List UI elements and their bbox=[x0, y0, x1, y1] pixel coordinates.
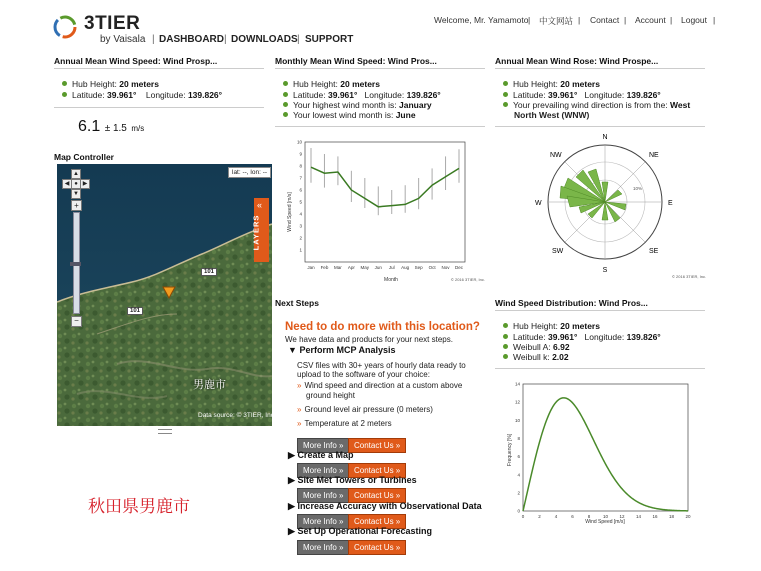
monthly-y-tick: 4 bbox=[299, 211, 302, 217]
dir-ne: NE bbox=[649, 152, 659, 159]
hub-height-row: Hub Height: 20 meters bbox=[62, 79, 159, 89]
increase-accuracy-item[interactable]: ▶ Increase Accuracy with Observational Data bbox=[288, 501, 482, 511]
dist-x-label: Wind Speed [m/s] bbox=[585, 519, 625, 525]
dist-y-tick: 2 bbox=[517, 490, 520, 496]
nav-divider: | bbox=[297, 34, 300, 45]
hub-height-row: Hub Height: 20 meters bbox=[283, 79, 380, 89]
monthly-y-label: Wind Speed [m/s] bbox=[287, 192, 293, 232]
contact-us-button[interactable]: Contact Us » bbox=[348, 514, 406, 529]
mcp-desc-line2: upload to the software of your choice: bbox=[297, 370, 430, 379]
mcp-bullet: » Temperature at 2 meters bbox=[297, 419, 392, 428]
monthly-y-tick: 8 bbox=[299, 163, 302, 169]
dist-y-label: Frequency [%] bbox=[507, 433, 513, 467]
monthly-y-tick: 6 bbox=[299, 187, 302, 193]
mcp-bullet-cont: ground height bbox=[306, 391, 355, 400]
chinese-site-link[interactable]: 中文网站 bbox=[539, 16, 574, 26]
nav-dashboard[interactable]: DASHBOARD bbox=[159, 34, 224, 45]
dist-x-tick: 2 bbox=[538, 514, 541, 519]
map-source: Data source: © 3TIER, Inc. bbox=[198, 412, 276, 419]
monthly-x-tick: Oct bbox=[428, 265, 436, 270]
panel-monthly-speed-title: Monthly Mean Wind Speed: Wind Pros... bbox=[275, 56, 437, 66]
monthly-mean-line bbox=[311, 167, 459, 207]
monthly-x-label: Month bbox=[384, 277, 398, 283]
hub-height-row: Hub Height: 20 meters bbox=[503, 79, 600, 89]
account-link[interactable]: Account bbox=[635, 15, 666, 25]
highest-month-row: Your highest wind month is: January bbox=[283, 100, 432, 110]
next-steps-headline: Need to do more with this location? bbox=[285, 321, 480, 333]
contact-us-button[interactable]: Contact Us » bbox=[348, 463, 406, 478]
mcp-bullet: » Wind speed and direction at a custom above bbox=[297, 381, 463, 390]
dist-x-tick: 16 bbox=[652, 514, 658, 519]
monthly-plot-frame bbox=[305, 142, 465, 262]
pan-left-icon[interactable]: ◀ bbox=[62, 179, 72, 189]
monthly-x-tick: Jan bbox=[307, 265, 315, 270]
dist-y-tick: 14 bbox=[514, 381, 520, 387]
nav-support[interactable]: SUPPORT bbox=[305, 34, 354, 45]
weibull-curve bbox=[523, 398, 688, 511]
dist-x-tick: 14 bbox=[635, 514, 642, 519]
panel-annual-speed-title: Annual Mean Wind Speed: Wind Prosp... bbox=[54, 56, 218, 66]
monthly-x-tick: Sep bbox=[414, 265, 423, 270]
triangle-right-icon: ▶ bbox=[288, 526, 295, 536]
wind-rose-chart bbox=[530, 132, 680, 274]
wind-rose-credit: © 2016 3TIER, Inc. bbox=[672, 274, 707, 279]
road-marker: 101 bbox=[201, 268, 217, 276]
panel-distribution-title: Wind Speed Distribution: Wind Pros... bbox=[495, 298, 648, 308]
map-city-label: 男鹿市 bbox=[193, 379, 226, 391]
monthly-credit: © 2016 3TIER, Inc. bbox=[450, 277, 485, 282]
dist-x-tick: 10 bbox=[602, 514, 609, 519]
next-steps-title: Next Steps bbox=[275, 298, 319, 308]
monthly-x-tick: May bbox=[360, 265, 370, 270]
dist-plot-frame bbox=[523, 384, 688, 511]
dist-y-tick: 8 bbox=[517, 436, 520, 442]
dir-s: S bbox=[602, 267, 608, 274]
triangle-right-icon: ▶ bbox=[288, 475, 295, 485]
prevailing-direction-value: North West (WNW) bbox=[514, 110, 590, 120]
location-pin-icon[interactable] bbox=[162, 285, 176, 299]
contact-us-button[interactable]: Contact Us » bbox=[348, 438, 406, 453]
more-info-button[interactable]: More Info » bbox=[297, 438, 349, 453]
monthly-x-tick: Jun bbox=[374, 265, 382, 270]
monthly-y-tick: 5 bbox=[299, 199, 302, 205]
contact-us-button[interactable]: Contact Us » bbox=[348, 540, 406, 555]
more-info-button[interactable]: More Info » bbox=[297, 514, 349, 529]
contact-us-button[interactable]: Contact Us » bbox=[348, 488, 406, 503]
map-controller-title: Map Controller bbox=[54, 152, 114, 162]
map-resize-handle[interactable] bbox=[158, 429, 172, 434]
dist-x-tick: 20 bbox=[685, 514, 691, 519]
monthly-x-tick: Aug bbox=[401, 265, 410, 270]
logout-link[interactable]: Logout bbox=[681, 15, 707, 25]
monthly-y-tick: 10 bbox=[296, 139, 302, 145]
logo-icon bbox=[52, 12, 78, 42]
monthly-x-tick: Jul bbox=[388, 265, 395, 270]
monthly-x-tick: Apr bbox=[347, 265, 355, 270]
prevailing-direction-row: Your prevailing wind direction is from the: West bbox=[503, 100, 690, 110]
monthly-y-tick: 3 bbox=[299, 223, 302, 229]
dist-x-tick: 0 bbox=[521, 514, 525, 519]
lat-lon-row: Latitude: 39.961° Longitude: 139.826° bbox=[503, 332, 661, 342]
dir-n: N bbox=[602, 134, 608, 141]
dist-y-tick: 4 bbox=[517, 472, 520, 478]
road-marker: 101 bbox=[127, 307, 143, 315]
more-info-button[interactable]: More Info » bbox=[297, 463, 349, 478]
mcp-bullet: » Ground level air pressure (0 meters) bbox=[297, 405, 433, 414]
monthly-x-tick: Feb bbox=[320, 265, 329, 270]
triangle-down-icon: ▼ bbox=[288, 345, 297, 355]
annual-speed-value: 6.1 ± 1.5 m/s bbox=[78, 118, 145, 135]
dist-x-tick: 4 bbox=[554, 514, 558, 519]
site-met-towers-item[interactable]: ▶ Site Met Towers or Turbines bbox=[288, 475, 417, 485]
lat-lon-row: Latitude: 39.961° Longitude: 139.826° bbox=[283, 90, 441, 100]
dist-x-tick: 12 bbox=[619, 514, 625, 519]
zoom-slider-handle[interactable] bbox=[70, 262, 81, 266]
layers-tab[interactable]: « LAYERS bbox=[254, 198, 269, 262]
place-label: 秋田県男鹿市 bbox=[88, 497, 190, 516]
monthly-y-tick: 2 bbox=[299, 235, 302, 241]
nav-divider: | bbox=[152, 34, 155, 45]
create-map-item[interactable]: ▶ Create a Map bbox=[288, 450, 354, 460]
dist-y-tick: 6 bbox=[517, 454, 520, 460]
dist-y-tick: 12 bbox=[514, 399, 520, 405]
pan-down-icon[interactable]: ▼ bbox=[71, 189, 81, 199]
dist-x-tick: 8 bbox=[587, 514, 591, 519]
coordinate-readout: lat: --, lon: -- bbox=[228, 167, 271, 178]
dir-nw: NW bbox=[550, 152, 562, 159]
dir-se: SE bbox=[649, 248, 659, 255]
lowest-month-row: Your lowest wind month is: June bbox=[283, 110, 416, 120]
welcome-text: Welcome, Mr. Yamamoto bbox=[434, 15, 529, 25]
wind-rose-pct: 10% bbox=[633, 186, 643, 191]
monthly-x-tick: Nov bbox=[441, 265, 450, 270]
dist-y-tick: 0 bbox=[517, 508, 520, 514]
operational-forecasting-item[interactable]: ▶ Set Up Operational Forecasting bbox=[288, 526, 432, 536]
monthly-x-tick: Dec bbox=[454, 265, 464, 270]
pan-right-icon[interactable]: ▶ bbox=[80, 179, 90, 189]
pan-up-icon[interactable]: ▲ bbox=[71, 169, 81, 179]
panel-wind-rose-title: Annual Mean Wind Rose: Wind Prospe... bbox=[495, 56, 659, 66]
pan-center-icon[interactable]: ● bbox=[71, 179, 81, 189]
weibull-k-row: Weibull k: 2.02 bbox=[503, 352, 569, 362]
next-steps-intro: We have data and products for your next steps. bbox=[285, 335, 453, 344]
dir-w: W bbox=[535, 200, 542, 207]
dir-e: E bbox=[668, 200, 673, 207]
triangle-right-icon: ▶ bbox=[288, 450, 295, 460]
nav-downloads[interactable]: DOWNLOADS bbox=[231, 34, 298, 45]
dist-y-tick: 10 bbox=[514, 417, 520, 423]
monthly-y-tick: 9 bbox=[299, 151, 302, 157]
lat-lon-row: Latitude: 39.961° Longitude: 139.826° bbox=[62, 90, 222, 100]
chevron-left-icon: « bbox=[257, 200, 263, 210]
dist-x-tick: 18 bbox=[668, 514, 675, 519]
triangle-right-icon: ▶ bbox=[288, 501, 295, 511]
wind-distribution-chart bbox=[505, 378, 710, 530]
zoom-out-icon[interactable]: − bbox=[71, 316, 82, 327]
hub-height-row: Hub Height: 20 meters bbox=[503, 321, 600, 331]
monthly-wind-chart bbox=[287, 136, 487, 284]
more-info-button[interactable]: More Info » bbox=[297, 488, 349, 503]
brand-name: 3TIER bbox=[84, 13, 141, 34]
more-info-button[interactable]: More Info » bbox=[297, 540, 349, 555]
mcp-desc-line1: CSV files with 30+ years of hourly data ready to bbox=[297, 361, 466, 370]
lat-lon-row: Latitude: 39.961° Longitude: 139.826° bbox=[503, 90, 661, 100]
mcp-analysis-item[interactable]: ▼ Perform MCP Analysis bbox=[288, 345, 396, 355]
monthly-x-tick: Mar bbox=[334, 265, 342, 270]
weibull-a-row: Weibull A: 6.92 bbox=[503, 342, 570, 352]
monthly-y-tick: 7 bbox=[299, 175, 302, 181]
monthly-y-tick: 1 bbox=[299, 247, 302, 253]
brand-sub: by Vaisala bbox=[100, 34, 146, 45]
nav-divider: | bbox=[224, 34, 227, 45]
dist-x-tick: 6 bbox=[571, 514, 574, 519]
dir-sw: SW bbox=[552, 248, 564, 255]
zoom-in-icon[interactable]: + bbox=[71, 200, 82, 211]
contact-link[interactable]: Contact bbox=[590, 15, 620, 25]
